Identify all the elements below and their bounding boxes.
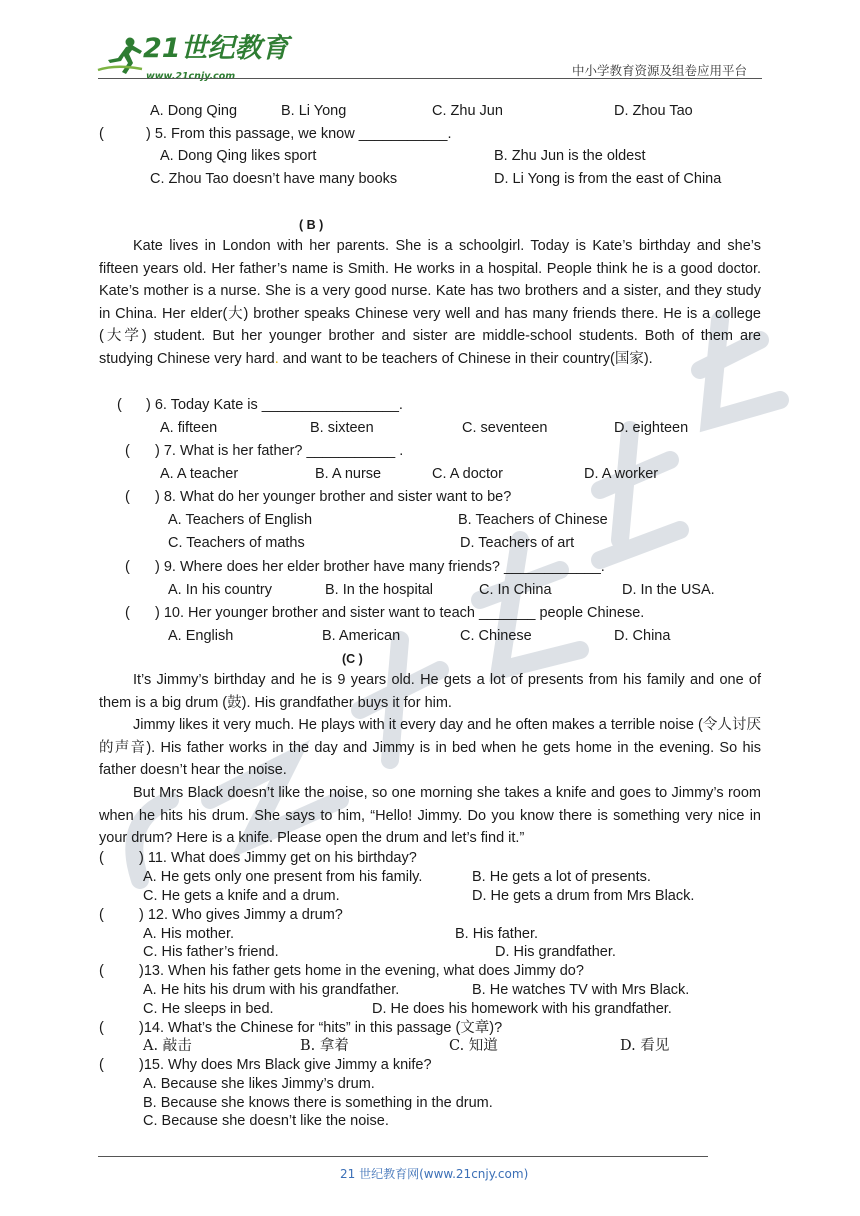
question-text: ) 12. Who gives Jimmy a drum? (139, 907, 343, 923)
logo-url: www.21cnjy.com (146, 71, 236, 82)
answer-paren: ( (125, 559, 130, 575)
option-d: D. A worker (584, 466, 659, 482)
option-a: A. He hits his drum with his grandfather. (143, 982, 400, 998)
option-c: C. In China (479, 582, 552, 598)
option-b: B. He gets a lot of presents. (472, 869, 651, 885)
option-d: D. He gets a drum from Mrs Black. (472, 888, 695, 904)
answer-paren: ( (125, 443, 130, 459)
option-b: B. His father. (455, 926, 539, 942)
passage-b-end: and want to be teachers of Chinese in their country(国家). (278, 350, 653, 367)
logo-text: 21世纪教育 (143, 33, 289, 64)
answer-paren: ( (99, 850, 104, 866)
option-c: C. He sleeps in bed. (143, 1001, 274, 1017)
question-text: ) 10. Her younger brother and sister want to teach _______ people Chinese. (155, 605, 645, 621)
option-c: C. Zhu Jun (432, 103, 503, 119)
option-a: A. Dong Qing likes sport (160, 148, 317, 164)
question-text: ) 11. What does Jimmy get on his birthday? (139, 850, 417, 866)
option-d: D. China (614, 628, 671, 644)
option-b: B. 拿着 (300, 1038, 349, 1054)
option-c: C. Chinese (460, 628, 532, 644)
header-divider (98, 78, 762, 79)
answer-paren: ( (117, 397, 122, 413)
answer-paren: ( (99, 907, 104, 923)
passage-b-text: Kate lives in London with her parents. She is a schoolgirl. Today is Kate’s birthday and she’s fifteen years old. Her father’s name is Smith. He works in a hospital. People think he is a good doctor. Kate’s mother is a nurse. She is a very good nurse. Kate has two brothers and a sister, and they study in China. Her elder(大) brother speaks Chinese very well and has many friends there. He is a college (大学) student. But her younger brother and sister are middle-school students. Both of them are studying Chinese very hard (99, 238, 761, 367)
option-b: B. Because she knows there is something in the drum. (143, 1095, 493, 1111)
answer-paren: ( (99, 963, 104, 979)
passage-c-p2: Jimmy likes it very much. He plays with it every day and he often makes a terrible noise (令人讨厌的声音). His father works in the day and Jimmy is in bed when he gets home in the evening. So his father doesn’t hear the noise. (99, 717, 761, 778)
option-a: A. 敲击 (143, 1038, 192, 1054)
option-a: A. Teachers of English (168, 512, 313, 528)
option-a: A. His mother. (143, 926, 235, 942)
passage-b (99, 235, 761, 370)
option-a: A. Because she likes Jimmy’s drum. (143, 1076, 375, 1092)
section-b-title: ( B ) (299, 218, 324, 232)
option-c: C. Zhou Tao doesn’t have many books (150, 171, 398, 187)
option-c: C. Teachers of maths (168, 535, 305, 551)
runner-logo-icon (96, 36, 146, 76)
question-text: )13. When his father gets home in the evening, what does Jimmy do? (139, 963, 584, 979)
option-a: A. fifteen (160, 420, 218, 436)
answer-paren: ( (99, 1057, 104, 1073)
option-a: A. A teacher (160, 466, 239, 482)
question-5: ) 5. From this passage, we know ___________. (146, 126, 452, 142)
passage-c-p1: It’s Jimmy’s birthday and he is 9 years old. He gets a lot of presents from his family and one of them is a big drum (鼓). His grandfather buys it for him. (99, 672, 761, 711)
footer-text: 21 世纪教育网(www.21cnjy.com) (340, 1167, 529, 1181)
option-d: D. 看见 (620, 1038, 670, 1054)
option-a: A. English (168, 628, 234, 644)
question-text: ) 9. Where does her elder brother have many friends? ____________. (155, 559, 605, 575)
passage-c-p3: But Mrs Black doesn’t like the noise, so one morning she takes a knife and goes to Jimmy’s room when he hits his drum. She says to him, “Hello! Jimmy. Do you know there is something very nice in your drum? Here is a knife. Please open the drum and let’s find it.” (99, 785, 761, 846)
question-text: ) 8. What do her younger brother and sister want to be? (155, 489, 512, 505)
mark-dot: . (274, 350, 279, 367)
option-d: D. He does his homework with his grandfather. (372, 1001, 672, 1017)
option-b: B. sixteen (310, 420, 374, 436)
question-text: ) 6. Today Kate is _________________. (146, 397, 403, 413)
option-c: C. 知道 (449, 1038, 498, 1054)
option-b: B. Teachers of Chinese (458, 512, 608, 528)
option-d: D. Teachers of art (460, 535, 575, 551)
platform-name: 中小学教育资源及组卷应用平台 (572, 63, 748, 78)
section-c-title: (C ) (342, 652, 363, 666)
option-c: C. Because she doesn’t like the noise. (143, 1113, 389, 1129)
option-c: C. His father’s friend. (143, 944, 279, 960)
option-d: D. His grandfather. (495, 944, 616, 960)
option-b: B. Zhu Jun is the oldest (494, 148, 646, 164)
option-b: B. He watches TV with Mrs Black. (472, 982, 690, 998)
option-b: B. A nurse (315, 466, 382, 482)
option-a: A. He gets only one present from his family. (143, 869, 423, 885)
answer-paren: ( (99, 1020, 104, 1036)
option-a: A. Dong Qing (150, 103, 238, 119)
option-d: D. eighteen (614, 420, 689, 436)
option-c: C. He gets a knife and a drum. (143, 888, 340, 904)
answer-paren: ( (125, 605, 130, 621)
option-b: B. Li Yong (281, 103, 347, 119)
option-d: D. In the USA. (622, 582, 715, 598)
option-b: B. American (322, 628, 401, 644)
option-c: C. A doctor (432, 466, 503, 482)
answer-paren: ( (99, 126, 104, 142)
option-d: D. Zhou Tao (614, 103, 693, 119)
option-d: D. Li Yong is from the east of China (494, 171, 722, 187)
option-b: B. In the hospital (325, 582, 434, 598)
question-text: )14. What’s the Chinese for “hits” in this passage (文章)? (139, 1020, 503, 1036)
option-a: A. In his country (168, 582, 272, 598)
answer-paren: ( (125, 489, 130, 505)
option-c: C. seventeen (462, 420, 548, 436)
question-text: )15. Why does Mrs Black give Jimmy a knife? (139, 1057, 432, 1073)
question-text: ) 7. What is her father? ___________ . (155, 443, 404, 459)
footer-divider (98, 1156, 708, 1157)
